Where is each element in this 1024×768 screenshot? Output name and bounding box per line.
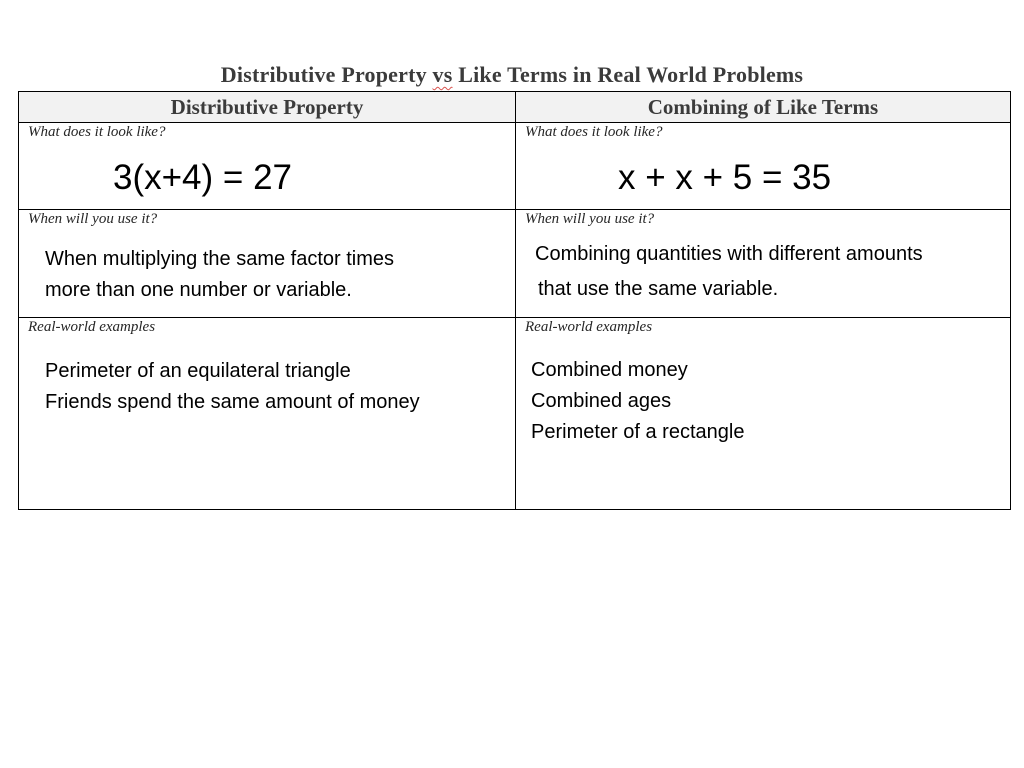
title-part-2: Like Terms in Real World Problems [452, 62, 804, 87]
example-item: Friends spend the same amount of money [45, 391, 420, 413]
prompt-look-left: What does it look like? [28, 124, 166, 140]
example-item: Combined ages [531, 390, 672, 412]
examples-distributive [45, 356, 420, 418]
cell-use-right [516, 210, 1010, 317]
prompt-examples-left: Real-world examples [28, 319, 156, 335]
use-line: When multiplying the same factor times [45, 248, 395, 270]
use-text-distributive [45, 244, 394, 306]
cell-look-left [19, 123, 515, 209]
header-distributive-property: Distributive Property [19, 92, 515, 123]
cell-use-left [19, 210, 515, 317]
use-line: that use the same variable. [538, 278, 779, 300]
prompt-use-left: When will you use it? [28, 211, 158, 227]
cell-examples-left [19, 318, 515, 509]
title-vs: vs [432, 62, 453, 87]
example-item: Perimeter of a rectangle [531, 421, 745, 443]
prompt-look-right: What does it look like? [525, 124, 663, 140]
header-combining-like-terms: Combining of Like Terms [516, 92, 1010, 123]
prompt-examples-right: Real-world examples [525, 319, 653, 335]
cell-examples-right [516, 318, 1010, 509]
use-line: Combining quantities with different amounts [535, 243, 923, 265]
use-line: more than one number or variable. [45, 279, 352, 301]
equation-distributive: 3(x+4) = 27 [113, 158, 292, 197]
use-text-like-terms [535, 237, 923, 307]
title-part-1: Distributive Property [220, 62, 433, 87]
page-title [0, 62, 1024, 88]
comparison-table [18, 91, 1011, 510]
example-item: Combined money [531, 359, 688, 381]
example-item: Perimeter of an equilateral triangle [45, 360, 351, 382]
prompt-use-right: When will you use it? [525, 211, 655, 227]
equation-like-terms: x + x + 5 = 35 [618, 158, 832, 197]
cell-look-right [516, 123, 1010, 209]
examples-like-terms [531, 355, 744, 448]
